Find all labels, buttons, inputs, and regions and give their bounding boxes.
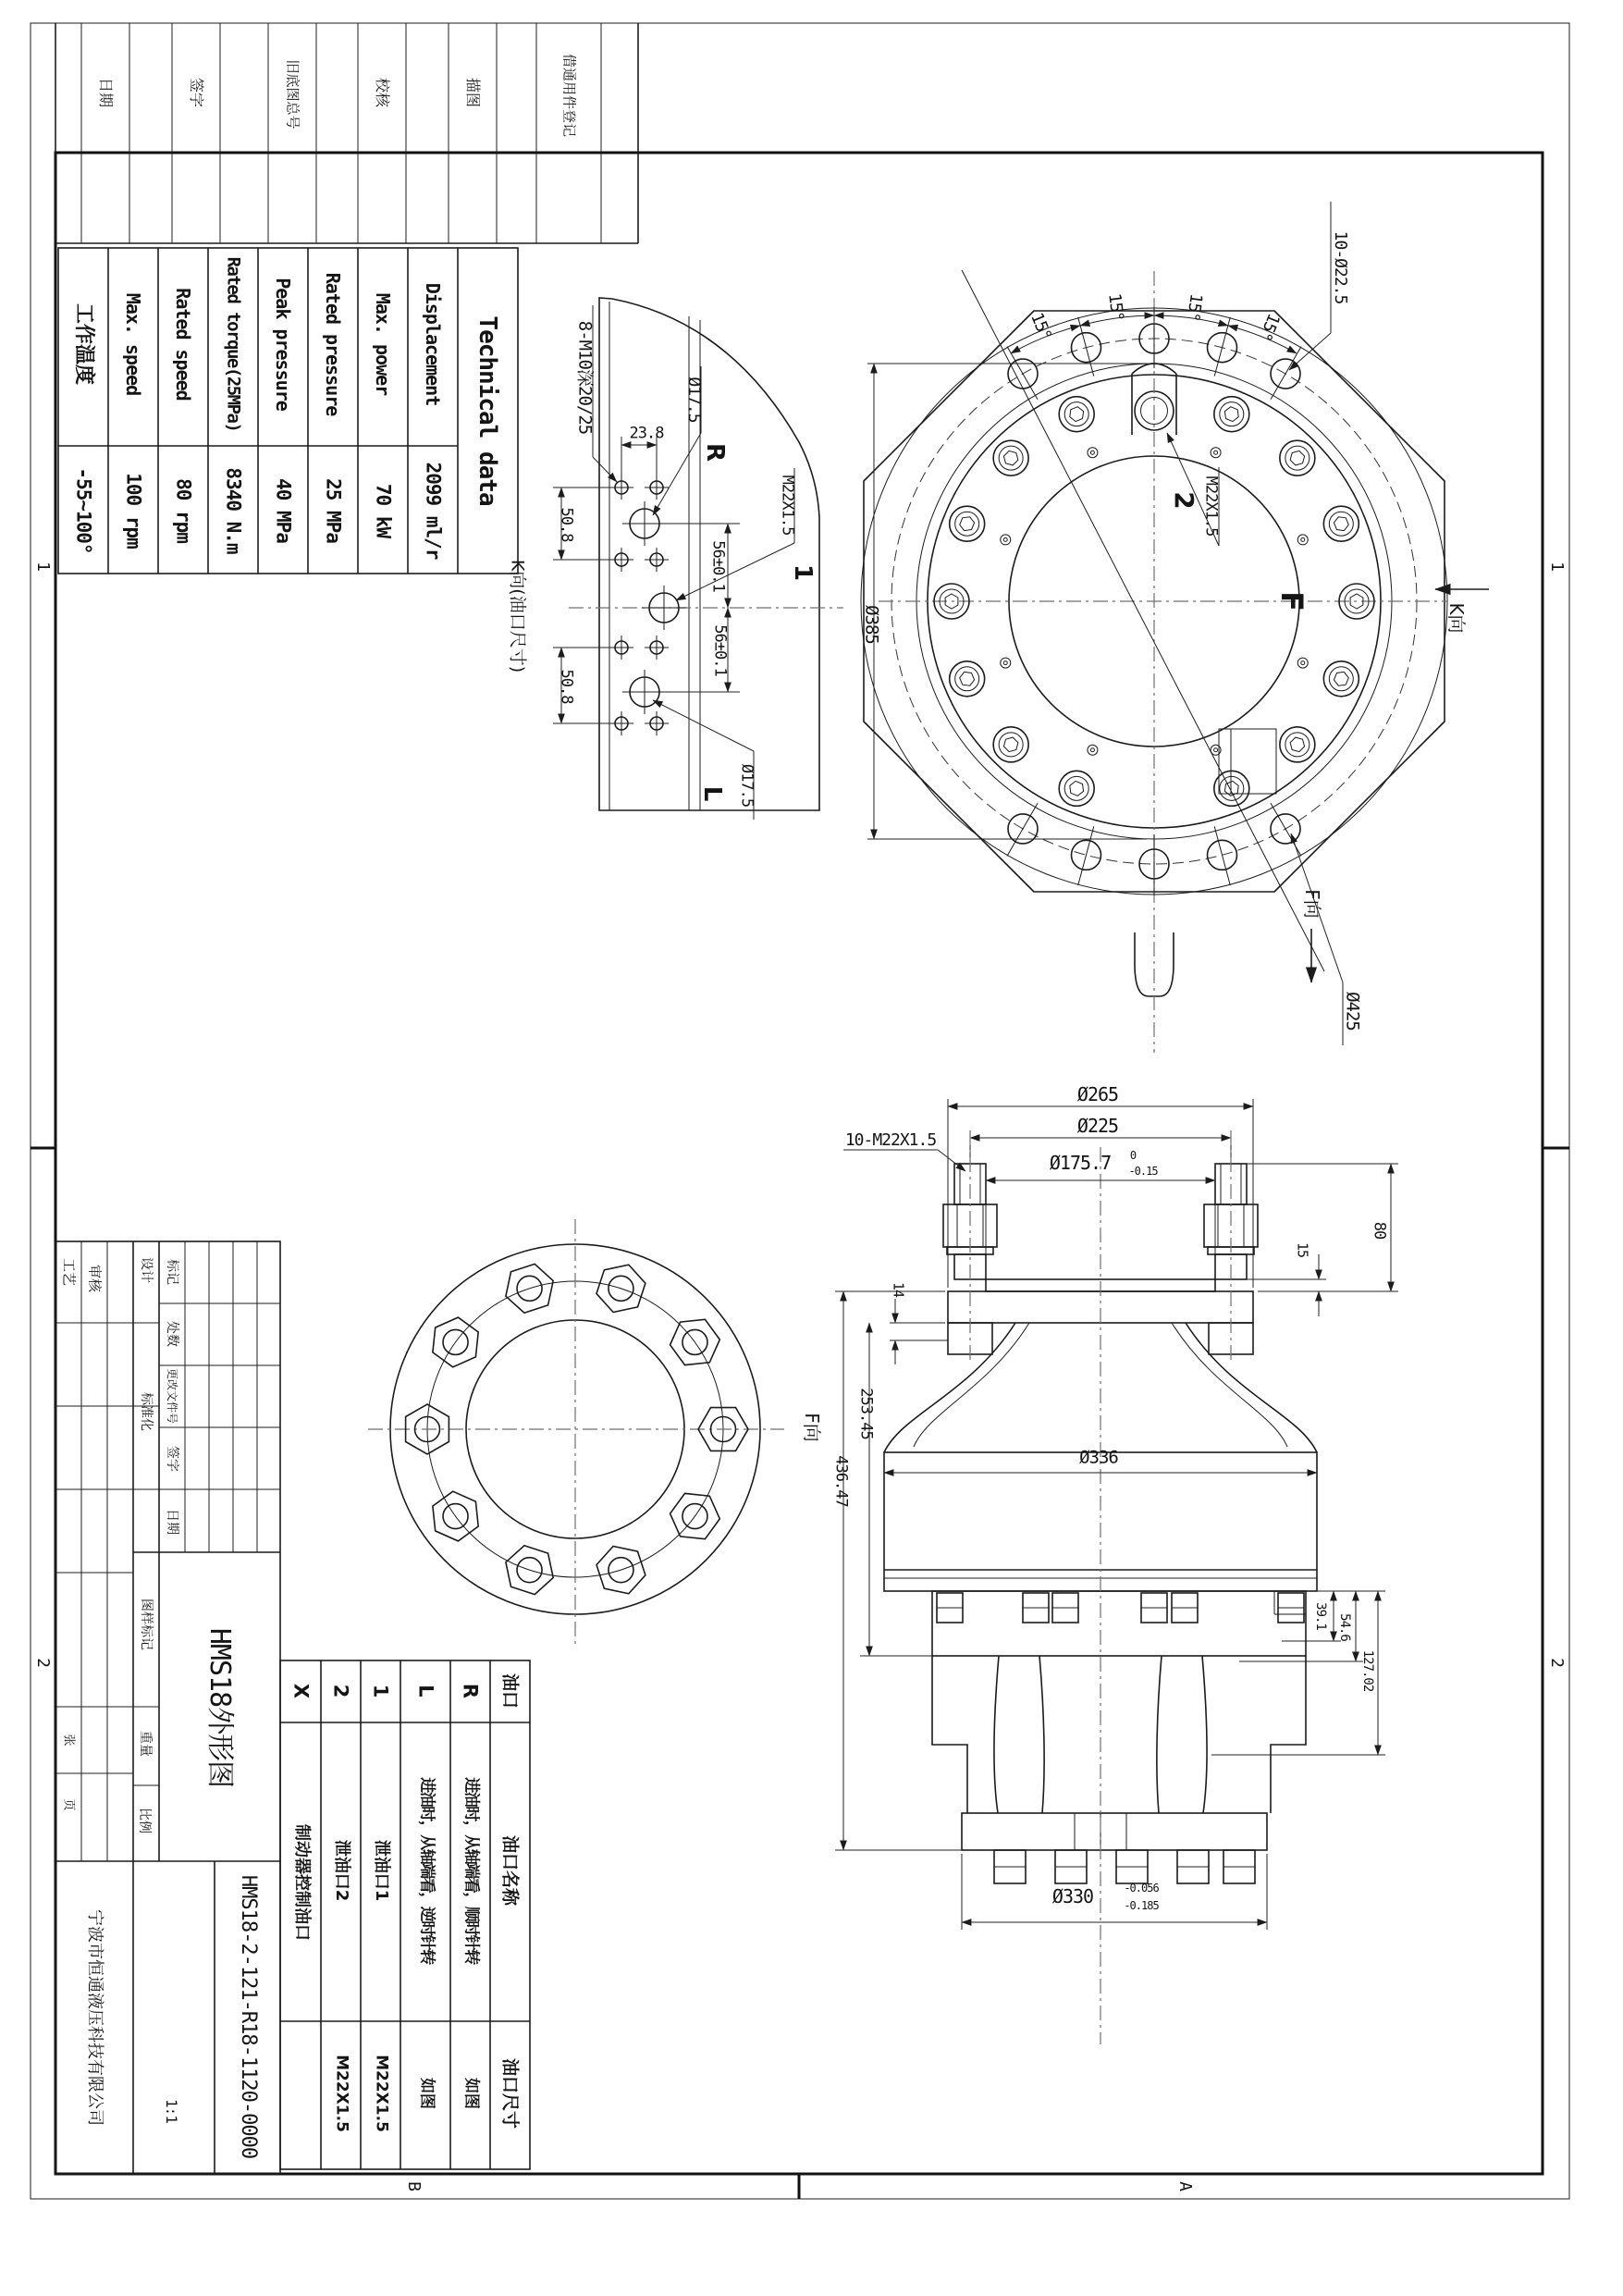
- kview-dim-56-top: 56±0.1: [708, 540, 728, 592]
- port-row-l-size: 如图: [417, 2078, 436, 2109]
- kview-port-1-label: 1: [789, 563, 817, 582]
- f-direction-label: F向: [1301, 889, 1323, 919]
- generated-detail-art: [406, 307, 1374, 1883]
- tech-label-max-speed: Max. speed: [122, 292, 144, 396]
- side-studs-note: 10-M22X1.5: [844, 1130, 937, 1150]
- tb-field-design: 设计: [139, 1257, 154, 1283]
- port-row-2-size: M22X1.5: [332, 2055, 351, 2132]
- tech-label-peak-pressure: Peak pressure: [272, 278, 294, 411]
- kview-hole-dia-bottom: Ø17.5: [737, 763, 756, 808]
- kview-hole-dia-top: Ø17.5: [684, 376, 704, 423]
- tb-field-count: 处数: [165, 1321, 179, 1347]
- company-name: 宁波市恒通液压科技有限公司: [85, 1909, 105, 2126]
- port-table-grid: [280, 1660, 530, 2169]
- tb-field-scale: 比例: [137, 1808, 152, 1833]
- port-row-x-port: X: [289, 1683, 313, 1699]
- zone-left-1: 1: [33, 562, 53, 571]
- f-view-art: [368, 1219, 784, 1645]
- strip-label-trace: 描图: [464, 77, 482, 108]
- tech-label-displacement: Displacement: [422, 282, 444, 406]
- kview-port1-size: M22X1.5: [778, 475, 797, 536]
- tb-field-process: 工艺: [60, 1257, 78, 1287]
- kview-dim-56-bottom: 56±0.1: [710, 624, 730, 676]
- k-direction-label: K向: [1445, 602, 1468, 634]
- front-f-label: F: [1274, 591, 1309, 611]
- side-dia-175-7-tol-lower: -0.15: [1128, 1165, 1158, 1178]
- port-row-2-port: 2: [329, 1684, 352, 1698]
- front-dia-385: Ø385: [861, 605, 882, 644]
- zone-bottom-a: A: [1175, 2181, 1195, 2191]
- strip-label-old-base-no: 旧底图总号: [284, 59, 301, 130]
- tech-value-max-power: 70 kW: [372, 483, 395, 538]
- tb-field-review: 审核: [86, 1264, 104, 1293]
- front-dia-425: Ø425: [1342, 992, 1363, 1031]
- side-dim-80: 80: [1370, 1221, 1389, 1240]
- side-dia-265: Ø265: [1076, 1083, 1119, 1105]
- drawing-number: HMS18-2-121-R18-1120-0000: [237, 1874, 260, 2159]
- side-dia-330: Ø330: [1051, 1885, 1094, 1907]
- strip-label-signature: 签字: [188, 77, 205, 108]
- tech-value-rated-torque: 8340 N.m: [222, 467, 245, 554]
- tech-label-rated-pressure: Rated pressure: [322, 272, 344, 416]
- tb-field-signature: 签字: [165, 1446, 179, 1472]
- tech-label-rated-speed: Rated speed: [172, 288, 194, 401]
- tech-value-peak-pressure: 40 MPa: [272, 478, 295, 543]
- front-port2-size: M22X1.5: [1201, 475, 1221, 537]
- side-dia-225: Ø225: [1076, 1115, 1119, 1137]
- side-dim-54-6: 54.6: [1337, 1613, 1352, 1641]
- strip-label-date: 日期: [97, 77, 115, 108]
- front-angle-dim-4: 15°: [1255, 310, 1284, 343]
- port-row-l-name: 进油时，从轴端看，逆时针转: [417, 1777, 436, 1964]
- port-row-l-port: L: [414, 1685, 437, 1697]
- strip-label-check: 校核: [374, 77, 391, 108]
- front-angle-dim-2: 15°: [1104, 291, 1127, 322]
- port-row-1-name: 泄油口1: [372, 1839, 391, 1902]
- strip-label-borrow-register: 借通用件登记: [560, 53, 578, 138]
- tech-table-header: Technical data: [473, 315, 501, 506]
- side-view-art: [831, 1099, 1398, 2044]
- port-row-2-name: 泄油口2: [332, 1839, 351, 1902]
- tech-value-rated-pressure: 25 MPa: [322, 478, 345, 543]
- tb-field-drawing-mark: 图样标记: [139, 1599, 154, 1650]
- drawing-title: HMS18外形图: [203, 1627, 236, 1788]
- front-angle-dim-3: 15°: [1183, 292, 1206, 323]
- fview-title: F向: [801, 1413, 823, 1442]
- port-row-r-name: 进油时，从轴端看，顺时针转: [461, 1777, 481, 1964]
- front-holes-note: 10-Ø22.5: [1331, 230, 1350, 304]
- side-dim-14: 14: [890, 1281, 907, 1298]
- tech-value-working-temp: -55~100°: [72, 467, 95, 554]
- side-dia-330-tol-lower: -0.185: [1124, 1899, 1159, 1912]
- side-dim-253-45: 253.45: [856, 1388, 876, 1439]
- drawing-scale: 1:1: [163, 2099, 180, 2123]
- tb-field-standardization: 标准化: [139, 1392, 154, 1431]
- tb-field-mark: 标记: [165, 1259, 179, 1285]
- tb-field-date: 日期: [165, 1509, 179, 1535]
- front-angle-dim-1: 15°: [1027, 310, 1055, 343]
- tb-field-page: 页: [61, 1798, 76, 1811]
- port-table-header-size: 油口尺寸: [499, 2057, 521, 2129]
- drawing-frame: [31, 23, 1569, 2199]
- port-table-header-port: 油口: [499, 1673, 521, 1710]
- zone-left-2: 2: [33, 1658, 53, 1667]
- port-row-r-size: 如图: [461, 2078, 481, 2109]
- port-row-1-port: 1: [369, 1684, 392, 1698]
- tech-value-rated-speed: 80 rpm: [172, 478, 195, 543]
- kview-port-l-label: L: [698, 785, 726, 802]
- side-dia-336: Ø336: [1079, 1447, 1118, 1468]
- top-strip-grid: [55, 23, 638, 243]
- tb-field-change-doc-no: 更改文件号: [166, 1367, 178, 1425]
- kview-title: K向(油口尺寸): [507, 559, 528, 673]
- zone-right-1: 1: [1547, 562, 1567, 571]
- side-dim-15: 15: [1294, 1241, 1311, 1258]
- side-dia-175-7: Ø175.7: [1049, 1152, 1112, 1174]
- tech-label-working-temp: 工作温度: [72, 302, 95, 386]
- port-table-header-name: 油口名称: [499, 1834, 521, 1907]
- port-row-1-size: M22X1.5: [372, 2055, 391, 2132]
- side-dia-175-7-tol-upper: 0: [1129, 1149, 1137, 1162]
- kview-dim-50-8-bottom: 50.8: [557, 669, 576, 704]
- kview-thread-note: 8-M10深20/25: [574, 320, 596, 435]
- side-dim-127-02: 127.02: [1360, 1649, 1375, 1692]
- tech-label-max-power: Max. power: [372, 292, 394, 396]
- tech-label-rated-torque: Rated torque(25MPa): [223, 256, 244, 432]
- port-row-x-name: 制动器控制油口: [292, 1824, 312, 1941]
- front-view-art: [861, 202, 1489, 1053]
- side-dim-39-1: 39.1: [1313, 1602, 1328, 1630]
- tb-field-sheet: 张: [61, 1734, 76, 1747]
- side-dim-436-47: 436.47: [831, 1455, 851, 1507]
- kview-dim-23-8: 23.8: [629, 424, 664, 443]
- kview-port-r-label: R: [701, 442, 729, 463]
- side-dia-330-tol-upper: -0.056: [1124, 1882, 1159, 1895]
- tech-value-max-speed: 100 rpm: [122, 473, 145, 549]
- kview-dim-50-8-top: 50.8: [557, 507, 576, 542]
- port-row-r-port: R: [459, 1683, 482, 1699]
- front-port-2-label: 2: [1169, 491, 1199, 510]
- tb-field-weight: 重量: [138, 1731, 153, 1757]
- zone-right-2: 2: [1547, 1658, 1567, 1667]
- zone-bottom-b: B: [404, 2181, 424, 2191]
- tech-value-displacement: 2099 ml/r: [422, 462, 445, 560]
